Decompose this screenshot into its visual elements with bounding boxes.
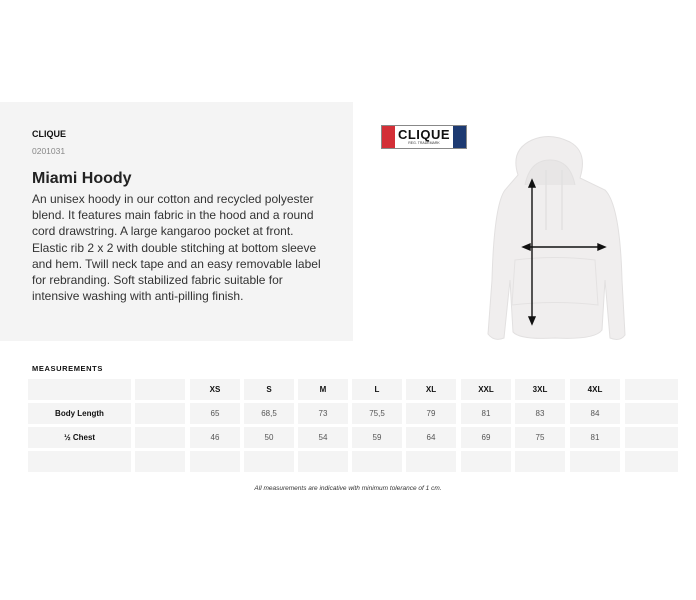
empty-cell [625,451,678,472]
row-label: Body Length [28,403,131,424]
empty-cell [625,379,678,400]
empty-cell [570,451,620,472]
measurement-value: 81 [461,403,511,424]
empty-cell [28,379,131,400]
empty-cell [625,403,678,424]
empty-cell [135,427,185,448]
size-header: 4XL [570,379,620,400]
size-header: XS [190,379,240,400]
measurement-value: 54 [298,427,348,448]
empty-cell [461,451,511,472]
empty-cell [515,451,565,472]
empty-cell [135,379,185,400]
measurement-value: 84 [570,403,620,424]
product-description: An unisex hoody in our cotton and recycled polyester blend. It features main fabric in the hood and a round cord drawstring. A large kangaroo pocket at front. Elastic rib 2 x 2 with double stitching at bottom sleeve and hem. Twill neck tape and an easy removable label for rebranding. Soft stabilized fabric suitable for intensive washing with anti-pilling finish. [32,192,321,304]
measurement-value: 83 [515,403,565,424]
empty-cell [135,451,185,472]
measurement-note: All measurements are indicative with minimum tolerance of 1 cm. [254,485,442,492]
measurement-value: 50 [244,427,294,448]
logo-blue-bar [453,126,466,148]
empty-cell [244,451,294,472]
size-header: 3XL [515,379,565,400]
measurement-value: 81 [570,427,620,448]
hoody-image [480,130,630,360]
measurement-value: 65 [190,403,240,424]
measurement-value: 75,5 [352,403,402,424]
measurement-value: 69 [461,427,511,448]
empty-cell [406,451,456,472]
empty-cell [135,403,185,424]
empty-cell [625,427,678,448]
empty-cell [352,451,402,472]
brand-name: CLIQUE [32,129,67,139]
size-header: XL [406,379,456,400]
measurement-value: 79 [406,403,456,424]
measurement-value: 64 [406,427,456,448]
empty-cell [298,451,348,472]
size-header: S [244,379,294,400]
logo-subtext: REG. TRADEMARK [408,141,440,145]
product-title: Miami Hoody [32,170,132,187]
measurement-value: 73 [298,403,348,424]
measurements-title: MEASUREMENTS [32,364,103,373]
logo-red-bar [382,126,395,148]
product-code: 0201031 [32,146,66,156]
size-header: L [352,379,402,400]
measurement-value: 68,5 [244,403,294,424]
size-header: M [298,379,348,400]
size-header: XXL [461,379,511,400]
logo-text: CLIQUE [397,127,451,142]
clique-logo [381,125,467,149]
measurement-value: 46 [190,427,240,448]
row-label: ½ Chest [28,427,131,448]
empty-cell [190,451,240,472]
empty-cell [28,451,131,472]
measurement-value: 59 [352,427,402,448]
measurement-value: 75 [515,427,565,448]
